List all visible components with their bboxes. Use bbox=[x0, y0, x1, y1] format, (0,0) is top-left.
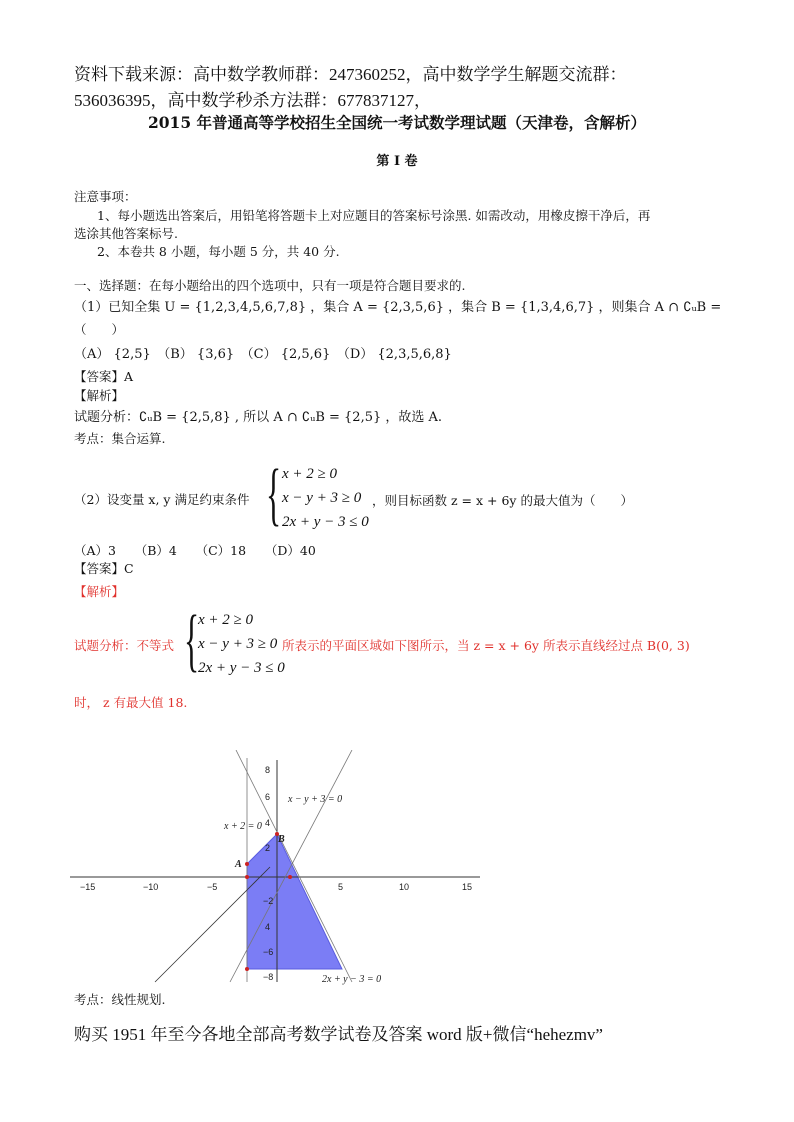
q2-analysis-c1: x + 2 ≥ 0 bbox=[198, 612, 254, 628]
point-A bbox=[245, 862, 249, 866]
q1-stem: （1）已知全集 U = {1,2,3,4,5,6,7,8} ，集合 A = {2,3,5,6} ，集合 B = {1,3,4,6,7} ，则集合 A ∩ ∁ᵤB = bbox=[74, 300, 722, 315]
y-tick: 6 bbox=[265, 792, 271, 802]
y-tick: 2 bbox=[265, 843, 271, 853]
feasible-region bbox=[247, 834, 342, 969]
q2-stem-right: ，则目标函数 z = x + 6y 的最大值为（ ） bbox=[372, 493, 633, 508]
y-tick: −8 bbox=[263, 972, 274, 982]
label-A: A bbox=[235, 859, 242, 870]
q2-analysis-end: 时， z 有最大值 18. bbox=[74, 695, 188, 710]
q2-analysis-c3: 2x + y − 3 ≤ 0 bbox=[198, 660, 285, 676]
q2-constraint-3: 2x + y − 3 ≤ 0 bbox=[282, 514, 369, 530]
part-heading: 一、选择题：在每小题给出的四个选项中，只有一项是符合题目要求的. bbox=[74, 278, 466, 293]
y-tick: −6 bbox=[263, 947, 274, 957]
point-x-intercept bbox=[245, 875, 249, 879]
q2-brace: { bbox=[266, 456, 282, 533]
page-title: 2015 年普通高等学校招生全国统一考试数学理试题（天津卷，含解析） bbox=[147, 113, 647, 132]
q1-options: （A） {2,5} （B） {3,6} （C） {2,5,6} （D） {2,3,5,6,8} bbox=[74, 347, 452, 362]
x-tick: 10 bbox=[399, 882, 410, 892]
q1-point: 考点：集合运算. bbox=[74, 431, 166, 446]
q1-analysis: 试题分析：∁ᵤB = {2,5,8} , 所以 A ∩ ∁ᵤB = {2,5} ，故选 A. bbox=[74, 410, 443, 425]
header-line-1: 资料下载来源：高中数学教师群：247360252，高中数学学生解题交流群： bbox=[74, 65, 627, 84]
section-title: 第 I 卷 bbox=[376, 154, 418, 169]
header-line-2: 536036395，高中数学秒杀方法群：677837127， bbox=[74, 91, 431, 110]
q2-options: （A）3 （B）4 （C）18 （D）40 bbox=[74, 543, 316, 558]
q1-paren: （ ） bbox=[74, 322, 125, 337]
notice-item-1-cont: 选涂其他答案标号. bbox=[74, 226, 178, 241]
q2-analysis-brace: { bbox=[184, 602, 200, 679]
q2-analysis-tag: 【解析】 bbox=[74, 584, 125, 599]
point-bottom bbox=[245, 967, 249, 971]
y-tick: 4 bbox=[265, 818, 271, 828]
label-line-2: x + 2 = 0 bbox=[224, 821, 262, 832]
y-tick: −2 bbox=[263, 896, 274, 906]
label-line-3: 2x + y − 3 = 0 bbox=[322, 974, 382, 985]
notice-item-2: 2、本卷共 8 小题，每小题 5 分，共 40 分. bbox=[97, 244, 340, 259]
feasible-region-graph bbox=[70, 750, 490, 990]
q1-analysis-tag: 【解析】 bbox=[74, 388, 125, 403]
q1-answer: 【答案】A bbox=[74, 369, 134, 384]
label-B: B bbox=[278, 834, 285, 845]
q2-analysis-right: 所表示的平面区域如下图所示，当 z = x + 6y 所表示直线经过点 B(0, 3) bbox=[282, 638, 690, 653]
q2-analysis-c2: x − y + 3 ≥ 0 bbox=[198, 636, 278, 652]
notice-heading: 注意事项： bbox=[74, 189, 137, 204]
footer-ad: 购买 1951 年至今各地全部高考数学试卷及答案 word 版+微信“hehezmv” bbox=[74, 1025, 603, 1044]
label-line-1: x − y + 3 = 0 bbox=[288, 794, 343, 805]
y-tick: 8 bbox=[265, 765, 271, 775]
notice-item-1: 1、每小题选出答案后，用铅笔将答题卡上对应题目的答案标号涂黑. 如需改动，用橡皮擦干净后，再 bbox=[97, 208, 651, 223]
q2-analysis-left: 试题分析：不等式 bbox=[74, 638, 175, 653]
q2-answer: 【答案】C bbox=[74, 561, 134, 576]
x-tick: −5 bbox=[207, 882, 218, 892]
x-tick: −15 bbox=[80, 882, 96, 892]
x-tick: 15 bbox=[462, 882, 473, 892]
q2-constraint-2: x − y + 3 ≥ 0 bbox=[282, 490, 362, 506]
q2-constraint-1: x + 2 ≥ 0 bbox=[282, 466, 338, 482]
x-tick: 5 bbox=[338, 882, 344, 892]
y-tick: 4 bbox=[265, 922, 271, 932]
point-x-intercept-2 bbox=[288, 875, 292, 879]
x-tick: −10 bbox=[143, 882, 159, 892]
q2-point: 考点：线性规划. bbox=[74, 992, 166, 1007]
q2-stem-left: （2）设变量 x, y 满足约束条件 bbox=[74, 492, 250, 507]
